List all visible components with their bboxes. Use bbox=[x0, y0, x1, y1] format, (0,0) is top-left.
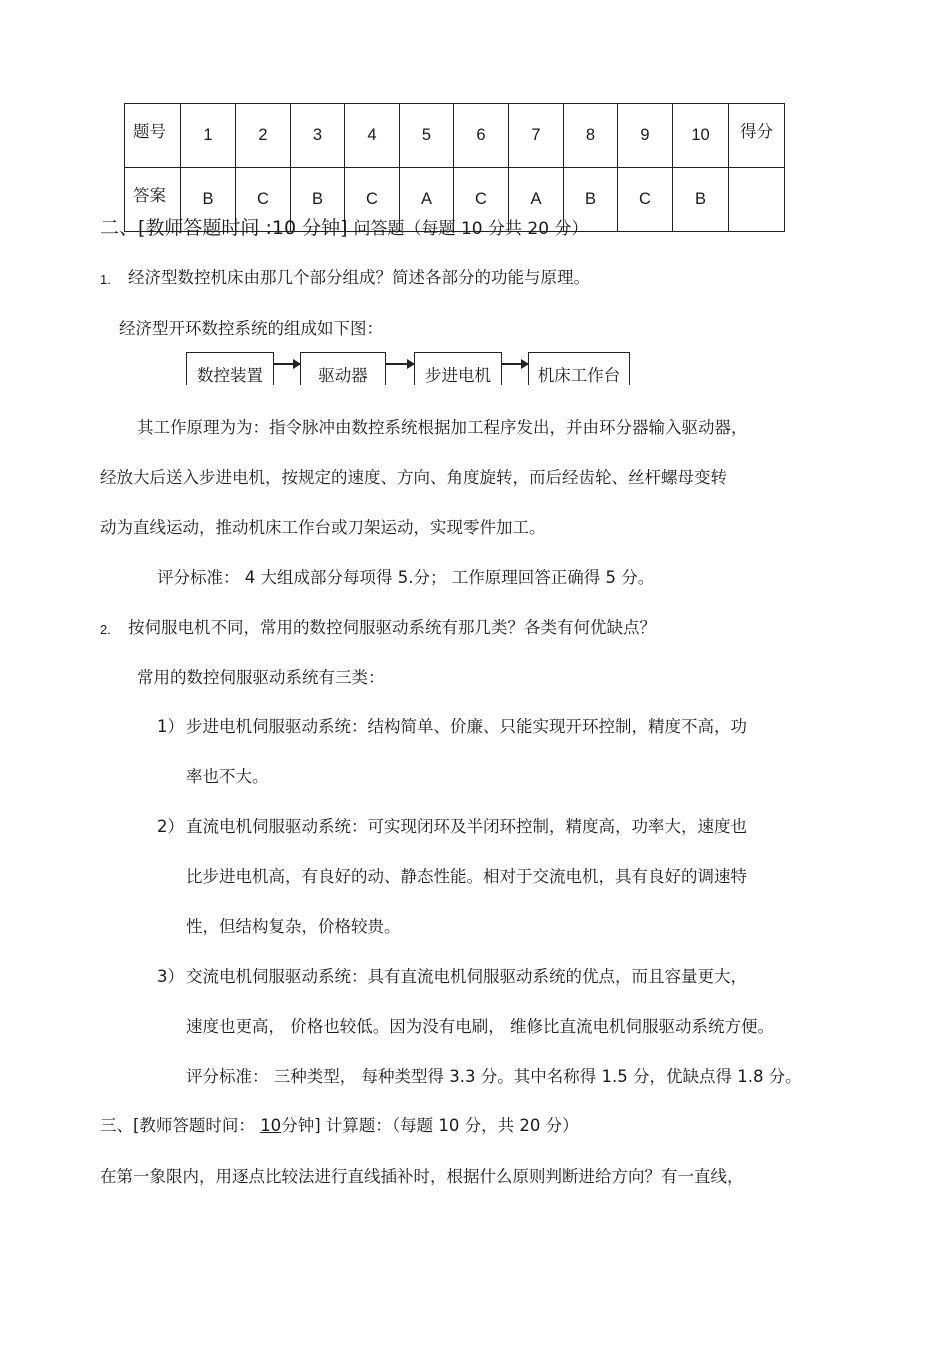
q2-item1-number: 1） bbox=[157, 717, 184, 736]
q1-principle-line1: 其工作原理为为：指令脉冲由数控系统根据加工程序发出，并由环分器输入驱动器， bbox=[137, 418, 748, 437]
answer-cell: B bbox=[181, 168, 236, 232]
q1-grading: 评分标准： 4 大组成部分每项得 5.分； 工作原理回答正确得 5 分。 bbox=[157, 568, 655, 587]
diagram-box-driver: 驱动器 bbox=[300, 352, 386, 385]
q2-item2-line3: 性，但结构复杂，价格较贵。 bbox=[186, 917, 401, 936]
q2-item1-line1: 步进电机伺服驱动系统：结构简单、价廉、只能实现开环控制，精度不高，功 bbox=[186, 717, 747, 736]
q2-grading: 评分标准： 三种类型， 每种类型得 3.3 分。其中名称得 1.5 分，优缺点得 1.8 分。 bbox=[186, 1067, 802, 1086]
q2-question: 按伺服电机不同，常用的数控伺服驱动系统有那几类？各类有何优缺点？ bbox=[128, 618, 656, 637]
q1-question: 经济型数控机床由那几个部分组成？简述各部分的功能与原理。 bbox=[128, 268, 590, 287]
question-number-cell: 1 bbox=[181, 104, 236, 168]
diagram-box-stepper-motor: 步进电机 bbox=[414, 352, 502, 385]
answer-cell: C bbox=[345, 168, 400, 232]
q2-item3-line2: 速度也更高， 价格也较低。因为没有电刷， 维修比直流电机伺服驱动系统方便。 bbox=[186, 1017, 774, 1036]
question-number-cell: 8 bbox=[564, 104, 618, 168]
answer-cell: B bbox=[291, 168, 345, 232]
q2-item2-number: 2） bbox=[157, 817, 184, 836]
question-number-cell: 4 bbox=[345, 104, 400, 168]
diagram-box-controller: 数控装置 bbox=[186, 352, 274, 385]
answer-cell: B bbox=[673, 168, 729, 232]
section2-heading bbox=[100, 217, 588, 240]
table-header-label: 题号 bbox=[125, 104, 181, 168]
table-row-numbers bbox=[125, 104, 785, 168]
question-number-cell: 3 bbox=[291, 104, 345, 168]
arrow-right-icon bbox=[386, 363, 414, 365]
question-number-cell: 9 bbox=[618, 104, 673, 168]
q2-item2-line2: 比步进电机高，有良好的动、静态性能。相对于交流电机，具有良好的调速特 bbox=[186, 867, 747, 886]
q1-number: 1. bbox=[100, 272, 111, 287]
diagram-box-worktable: 机床工作台 bbox=[528, 352, 630, 385]
answer-cell: C bbox=[454, 168, 509, 232]
question-number-cell: 2 bbox=[236, 104, 291, 168]
q2-item3-line1: 交流电机伺服驱动系统：具有直流电机伺服驱动系统的优点，而且容量更大， bbox=[186, 967, 747, 986]
question-number-cell: 10 bbox=[673, 104, 729, 168]
section3-heading bbox=[100, 1116, 579, 1136]
score-cell bbox=[729, 168, 785, 232]
question-number-cell: 7 bbox=[509, 104, 564, 168]
answer-cell: C bbox=[618, 168, 673, 232]
answer-cell: C bbox=[236, 168, 291, 232]
section2-heading-time: :10 分钟] bbox=[265, 217, 348, 239]
table-answer-label: 答案 bbox=[125, 168, 181, 232]
q1-intro: 经济型开环数控系统的组成如下图： bbox=[119, 319, 383, 338]
answer-cell: A bbox=[509, 168, 564, 232]
answer-cell: B bbox=[564, 168, 618, 232]
section3-line1: 在第一象限内，用逐点比较法进行直线插补时，根据什么原则判断进给方向？有一直线， bbox=[100, 1167, 744, 1186]
answer-table bbox=[124, 103, 785, 232]
q2-number: 2. bbox=[100, 622, 111, 637]
question-number-cell: 5 bbox=[400, 104, 454, 168]
section3-heading-suffix: 分钟] 计算题：（每题 10 分，共 20 分） bbox=[281, 1116, 579, 1135]
q1-principle-line3: 动为直线运动，推动机床工作台或刀架运动，实现零件加工。 bbox=[100, 518, 546, 537]
question-number-cell: 6 bbox=[454, 104, 509, 168]
q2-item3-number: 3） bbox=[157, 967, 184, 986]
score-header: 得分 bbox=[729, 104, 785, 168]
section3-heading-prefix: 三、[教师答题时间： bbox=[100, 1116, 255, 1135]
answer-cell: A bbox=[400, 168, 454, 232]
q2-item1-line2: 率也不大。 bbox=[186, 767, 269, 786]
section3-heading-time: 10 bbox=[260, 1116, 282, 1135]
q2-intro: 常用的数控伺服驱动系统有三类： bbox=[137, 668, 385, 687]
arrow-right-icon bbox=[274, 363, 300, 365]
q1-principle-line2: 经放大后送入步进电机，按规定的速度、方向、角度旋转，而后经齿轮、丝杆螺母变转 bbox=[100, 468, 727, 487]
arrow-right-icon bbox=[502, 363, 528, 365]
section2-heading-suffix: 问答题（每题 10 分共 20 分） bbox=[353, 219, 589, 239]
section2-heading-prefix: 二、[教师答题时间 bbox=[100, 217, 260, 239]
q2-item2-line1: 直流电机伺服驱动系统：可实现闭环及半闭环控制，精度高，功率大，速度也 bbox=[186, 817, 747, 836]
